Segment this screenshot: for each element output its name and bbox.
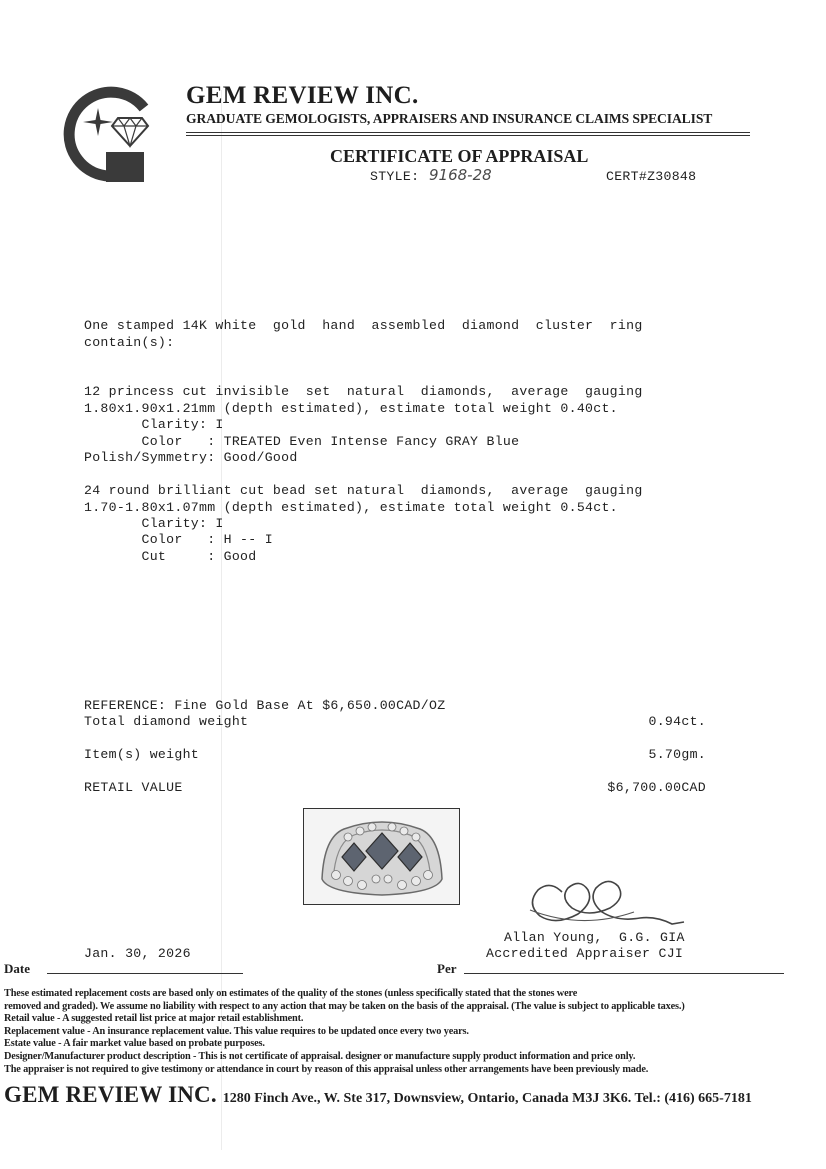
item-weight-value: 5.70gm. [648, 747, 706, 762]
per-line [464, 973, 784, 974]
per-label: Per [437, 961, 457, 976]
stone-1-line-1: 12 princess cut invisible set natural diamonds, average gauging [84, 384, 643, 399]
disclaimer-line: The appraiser is not required to give testimony or attendance in court by reason of this appraisal unless other arrangements have been previously made. [4, 1063, 649, 1075]
stone-1-clarity: Clarity: I [84, 417, 224, 432]
cert-number: CERT#Z30848 [606, 169, 697, 184]
total-weight-value: 0.94ct. [648, 714, 706, 729]
disclaimer-line: removed and graded). We assume no liability with respect to any action that may be taken on the basis of the appraisal. (The value is subject to applicable taxes.) [4, 1000, 685, 1012]
item-weight-label: Item(s) weight [84, 747, 199, 762]
disclaimer [4, 988, 804, 1076]
company-name: GEM REVIEW INC. [186, 82, 419, 109]
retail-value-label: RETAIL VALUE [84, 780, 183, 795]
gem-review-logo [58, 86, 154, 186]
description-line-1: One stamped 14K white gold hand assembled diamond cluster ring [84, 318, 643, 333]
style-value: 9168-28 [429, 166, 492, 184]
footer-company: GEM REVIEW INC. [4, 1082, 217, 1107]
footer-address: 1280 Finch Ave., W. Ste 317, Downsview, Ontario, Canada M3J 3K6. Tel.: (416) 665-7181 [222, 1091, 752, 1106]
stone-1-color: Color : TREATED Even Intense Fancy GRAY Blue [84, 434, 520, 449]
style-label: STYLE: [370, 169, 420, 184]
header-rule-top [186, 132, 750, 133]
total-weight-label: Total diamond weight [84, 714, 249, 729]
stone-2-line-2: 1.70-1.80x1.07mm (depth estimated), estimate total weight 0.54ct. [84, 500, 618, 515]
stone-2-cut: Cut : Good [84, 549, 257, 564]
disclaimer-line: Retail value - A suggested retail list price at major retail establishment. [4, 1013, 304, 1025]
description-line-2: contain(s): [84, 335, 175, 350]
date-line [47, 973, 243, 974]
stone-1-polish: Polish/Symmetry: Good/Good [84, 450, 298, 465]
appraisal-date: Jan. 30, 2026 [84, 946, 191, 961]
stone-2-clarity: Clarity: I [84, 516, 224, 531]
stone-2-color: Color : H -- I [84, 532, 273, 547]
appraiser-title: Accredited Appraiser CJI [486, 946, 684, 961]
ring-photo [303, 808, 460, 905]
stone-2-line-1: 24 round brilliant cut bead set natural diamonds, average gauging [84, 483, 643, 498]
disclaimer-line: Designer/Manufacturer product description - This is not certificate of appraisal. designer or manufacture supply product information and price only. [4, 1050, 636, 1062]
disclaimer-line: Estate value - A fair market value based on probate purposes. [4, 1038, 265, 1050]
disclaimer-line: These estimated replacement costs are based only on estimates of the quality of the stones (unless specifically stated that the stones were [4, 988, 578, 999]
company-subtitle: GRADUATE GEMOLOGISTS, APPRAISERS AND INSURANCE CLAIMS SPECIALIST [186, 111, 713, 126]
header-rule-bottom [186, 135, 750, 136]
certificate-title: CERTIFICATE OF APPRAISAL [330, 146, 589, 166]
appraiser-signature [522, 872, 692, 934]
retail-value-amount: $6,700.00CAD [607, 780, 706, 795]
appraiser-name: Allan Young, G.G. GIA [504, 930, 685, 945]
stone-1-line-2: 1.80x1.90x1.21mm (depth estimated), estimate total weight 0.40ct. [84, 401, 618, 416]
disclaimer-line: Replacement value - An insurance replacement value. This value requires to be updated once every two years. [4, 1025, 469, 1037]
reference-line: REFERENCE: Fine Gold Base At $6,650.00CAD/OZ [84, 698, 446, 713]
date-label: Date [4, 961, 30, 976]
ring-image [304, 809, 459, 904]
footer [4, 1082, 752, 1108]
